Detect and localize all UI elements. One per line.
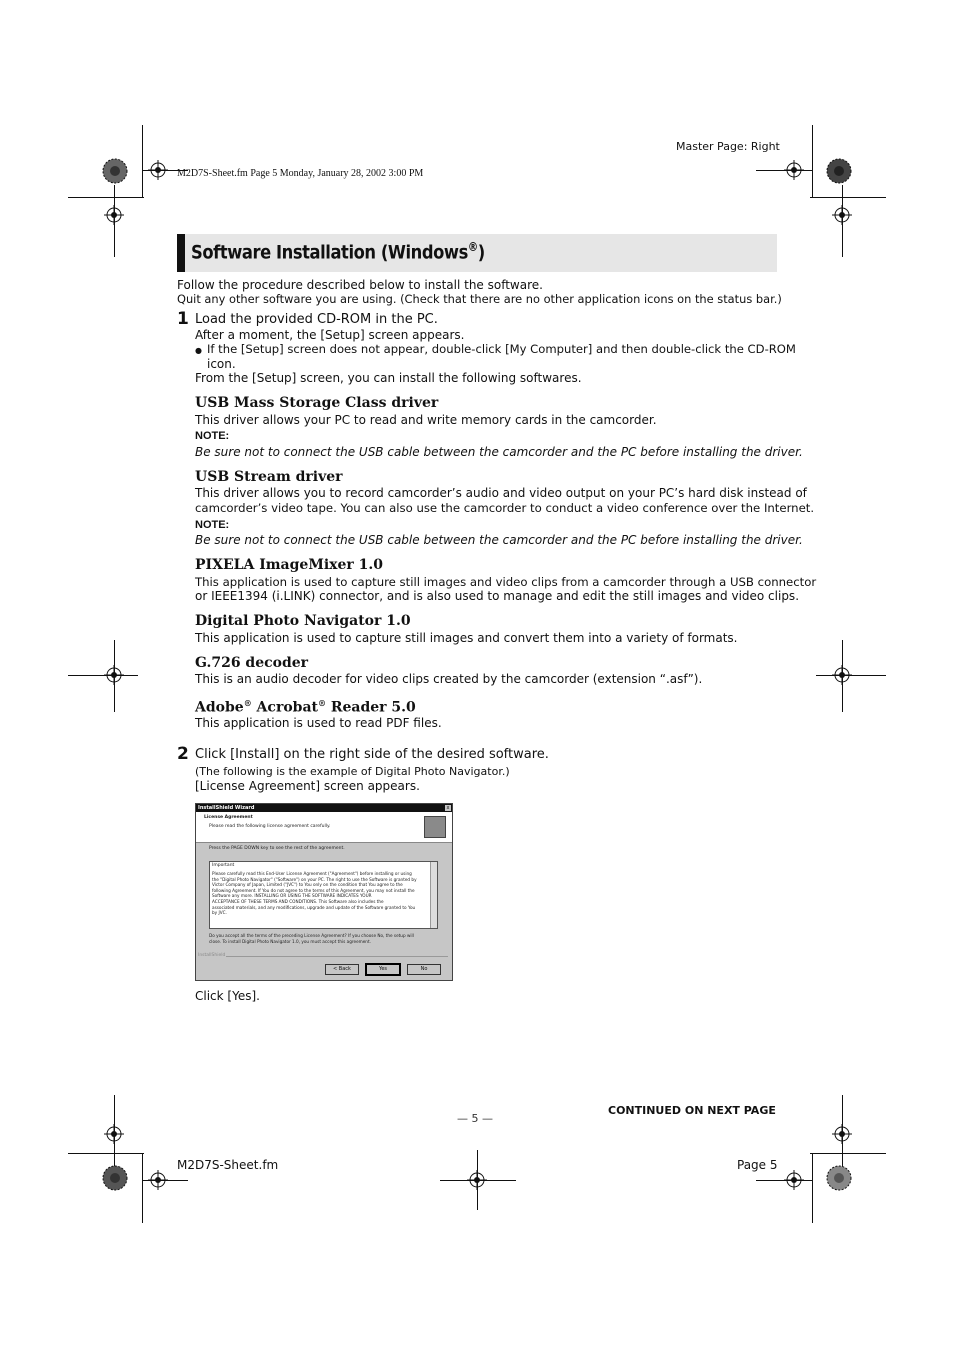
title-accent-bar [177, 234, 185, 272]
back-button[interactable]: < Back [325, 964, 359, 975]
bullet-icon: ● [195, 346, 202, 355]
registration-mark-icon [832, 205, 852, 225]
section-heading-usb-stream: USB Stream driver [195, 469, 343, 485]
note-label: NOTE: [195, 430, 230, 442]
master-page-label: Master Page: Right [676, 140, 780, 153]
click-yes-instruction: Click [Yes]. [195, 989, 260, 1003]
color-rosette-icon [102, 1165, 128, 1191]
registration-mark-icon [148, 1170, 168, 1190]
footer-file-name: M2D7S-Sheet.fm [177, 1158, 279, 1172]
no-button[interactable]: No [407, 964, 441, 975]
color-rosette-icon [102, 158, 128, 184]
registration-mark-icon [104, 205, 124, 225]
registration-mark-icon [832, 1124, 852, 1144]
step-1-bullet-line-2: icon. [207, 357, 236, 371]
color-rosette-icon [826, 158, 852, 184]
section-text: This application is used to capture still images and convert them into a variety of formats. [195, 631, 738, 645]
accept-question-line-1: Do you accept all the terms of the preceding License Agreement? If you choose No, the setup will [209, 933, 414, 938]
page-title-close: ) [477, 241, 485, 264]
section-text: This driver allows your PC to read and write memory cards in the camcorder. [195, 413, 657, 427]
dialog-header-title: License Agreement [204, 815, 253, 820]
section-text: This application is used to capture still images and video clips from a camcorder through a USB connector [195, 575, 817, 589]
close-icon[interactable]: x [446, 805, 450, 811]
page-down-hint: Press the PAGE DOWN key to see the rest of the agreement. [209, 846, 345, 851]
step-2-number: 2 [177, 744, 189, 764]
step-1-sub-1: After a moment, the [Setup] screen appears. [195, 328, 465, 342]
section-heading-acrobat: Adobe® Acrobat® Reader 5.0 [195, 698, 416, 716]
section-heading-pixela: PIXELA ImageMixer 1.0 [195, 557, 383, 573]
registered-mark: ® [467, 240, 478, 254]
dialog-header [196, 812, 452, 843]
section-text: This is an audio decoder for video clips created by the camcorder (extension “.asf”). [195, 672, 703, 686]
step-2-sub-1: (The following is the example of Digital Photo Navigator.) [195, 765, 510, 778]
step-1-number: 1 [177, 309, 189, 329]
note-label: NOTE: [195, 519, 230, 531]
page-title-text: Software Installation (Windows [191, 241, 468, 264]
registration-mark-icon [784, 160, 804, 180]
dialog-title-bar: InstallShield Wizard x [196, 804, 452, 812]
accept-question-line-2: close. To install Digital Photo Navigator 1.0, you must accept this agreement. [209, 939, 371, 944]
step-1-text: Load the provided CD-ROM in the PC. [195, 312, 438, 327]
registration-mark-icon [148, 160, 168, 180]
registration-mark-icon [104, 665, 124, 685]
note-text: Be sure not to connect the USB cable between the camcorder and the PC before installing the driver. [195, 533, 803, 547]
dialog-divider [226, 956, 448, 957]
dialog-header-subtitle: Please read the following license agreement carefully. [209, 824, 331, 829]
license-heading: Important [212, 863, 235, 868]
registration-mark-icon [832, 665, 852, 685]
section-heading-digital-photo-navigator: Digital Photo Navigator 1.0 [195, 613, 411, 629]
license-scrollbar[interactable] [430, 862, 437, 928]
step-2-text: Click [Install] on the right side of the desired software. [195, 747, 549, 762]
section-heading-usb-mass-storage: USB Mass Storage Class driver [195, 395, 439, 411]
license-body: Please carefully read this End-User License Agreement ("Agreement") before installing or using the "Digital Photo Navigator" ("Software") on your PC. The right to use the Software is granted by Victor Company of Japan, Limited ("JVC") to You only on the condition that You agree to the following Agreement. If You do not agree to the terms of this Agreement, you may not install the Software any more. INSTALLING OR USING THE SOFTWARE INDICATES YOUR ACCEPTANCE OF THESE TERMS AND CONDITIONS. This Software also includes the associated materials, and any modifications, upgrade and update of the Software granted to You by JVC. [212, 871, 417, 916]
license-text-box[interactable] [209, 861, 438, 929]
color-rosette-icon [826, 1165, 852, 1191]
installer-icon [424, 816, 446, 838]
footer-page-label: Page 5 [737, 1158, 778, 1172]
step-1-bullet-line-1: If the [Setup] screen does not appear, double-click [My Computer] and then double-click the CD-ROM [207, 342, 796, 356]
intro-line-1: Follow the procedure described below to install the software. [177, 278, 543, 292]
note-text: Be sure not to connect the USB cable between the camcorder and the PC before installing the driver. [195, 445, 803, 459]
license-agreement-dialog [195, 803, 453, 981]
file-info-slug: M2D7S-Sheet.fm Page 5 Monday, January 28, 2002 3:00 PM [177, 168, 424, 179]
yes-button[interactable]: Yes [366, 964, 400, 975]
page-number: — 5 — [457, 1112, 493, 1125]
step-2-sub-2: [License Agreement] screen appears. [195, 779, 420, 793]
registration-mark-icon [467, 1170, 487, 1190]
installshield-label: InstallShield [198, 953, 226, 958]
section-text: camcorder’s video tape. You can also use the camcorder to conduct a video conference over the Internet. [195, 501, 815, 515]
intro-line-2: Quit any other software you are using. (Check that there are no other application icons on the status bar.) [177, 292, 782, 306]
page-title [191, 240, 485, 263]
registration-mark-icon [104, 1124, 124, 1144]
step-1-sub-2: From the [Setup] screen, you can install the following softwares. [195, 371, 582, 385]
continued-label: CONTINUED ON NEXT PAGE [608, 1104, 776, 1117]
section-text: This driver allows you to record camcorder’s audio and video output on your PC’s hard disk instead of [195, 486, 807, 500]
registration-mark-icon [784, 1170, 804, 1190]
section-text: or IEEE1394 (i.LINK) connector, and is also used to manage and edit the still images and video clips. [195, 589, 800, 603]
section-text: This application is used to read PDF files. [195, 716, 442, 730]
section-heading-g726: G.726 decoder [195, 655, 309, 671]
